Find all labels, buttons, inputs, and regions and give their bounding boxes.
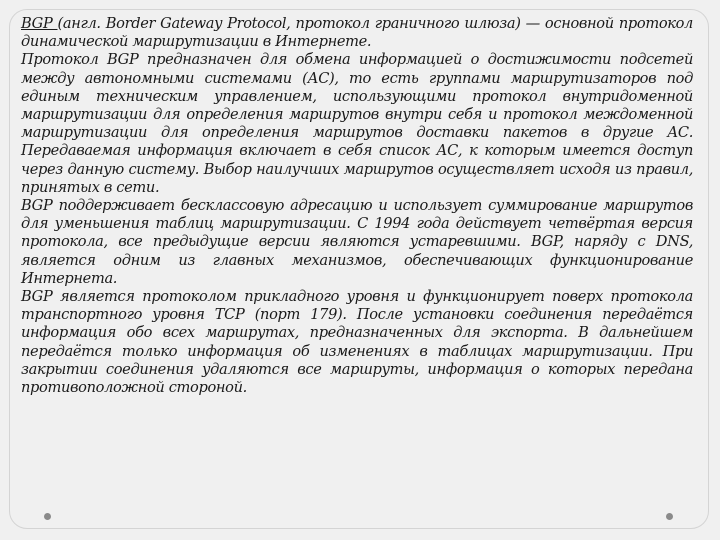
paragraph-text: (англ. Border Gateway Protocol, протокол граничного шлюза) — основной протокол динамической маршрутизации в Интернете. xyxy=(21,15,693,51)
paragraph-addressing xyxy=(21,197,693,288)
paragraph-text: Протокол BGP предназначен для обмена информацией о достижимости подсетей между автономными системами (АС), то есть группами маршрутизаторов под единым техническим управлением, использующими протокол внутридоменной маршрутизации для определения маршрутов внутри себя и протокол междоменной маршрутизации для определения маршрутов доставки пакетов в другие АС. Передаваемая информация включает в себя список АС, к которым имеется доступ через данную систему. Выбор наилучших маршрутов осуществляет исходя из правил, принятых в сети. xyxy=(21,51,693,196)
decorative-dot-left xyxy=(44,513,51,520)
paragraph-text: BGP является протоколом прикладного уровня и функционирует поверх протокола транспортного уровня TCP (порт 179). После установки соединения передаётся информация обо всех маршрутах, предназначенных для экспорта. В дальнейшем передаётся только информация об изменениях в таблицах маршрутизации. При закрытии соединения удаляются все маршруты, информация о которых передана противоположной стороной. xyxy=(21,288,693,397)
term-bgp: BGP xyxy=(21,15,58,32)
slide-body-text xyxy=(21,15,693,397)
paragraph-text: BGP поддерживает бесклассовую адресацию и использует суммирование маршрутов для уменьшения таблиц маршрутизации. С 1994 года действует четвёртая версия протокола, все предыдущие версии являются устаревшими. BGP, наряду с DNS, является одним из главных механизмов, обеспечивающих функционирование Интернета. xyxy=(21,197,693,287)
paragraph-definition xyxy=(21,15,693,51)
decorative-dot-right xyxy=(666,513,673,520)
paragraph-transport xyxy=(21,288,693,397)
paragraph-purpose xyxy=(21,51,693,197)
